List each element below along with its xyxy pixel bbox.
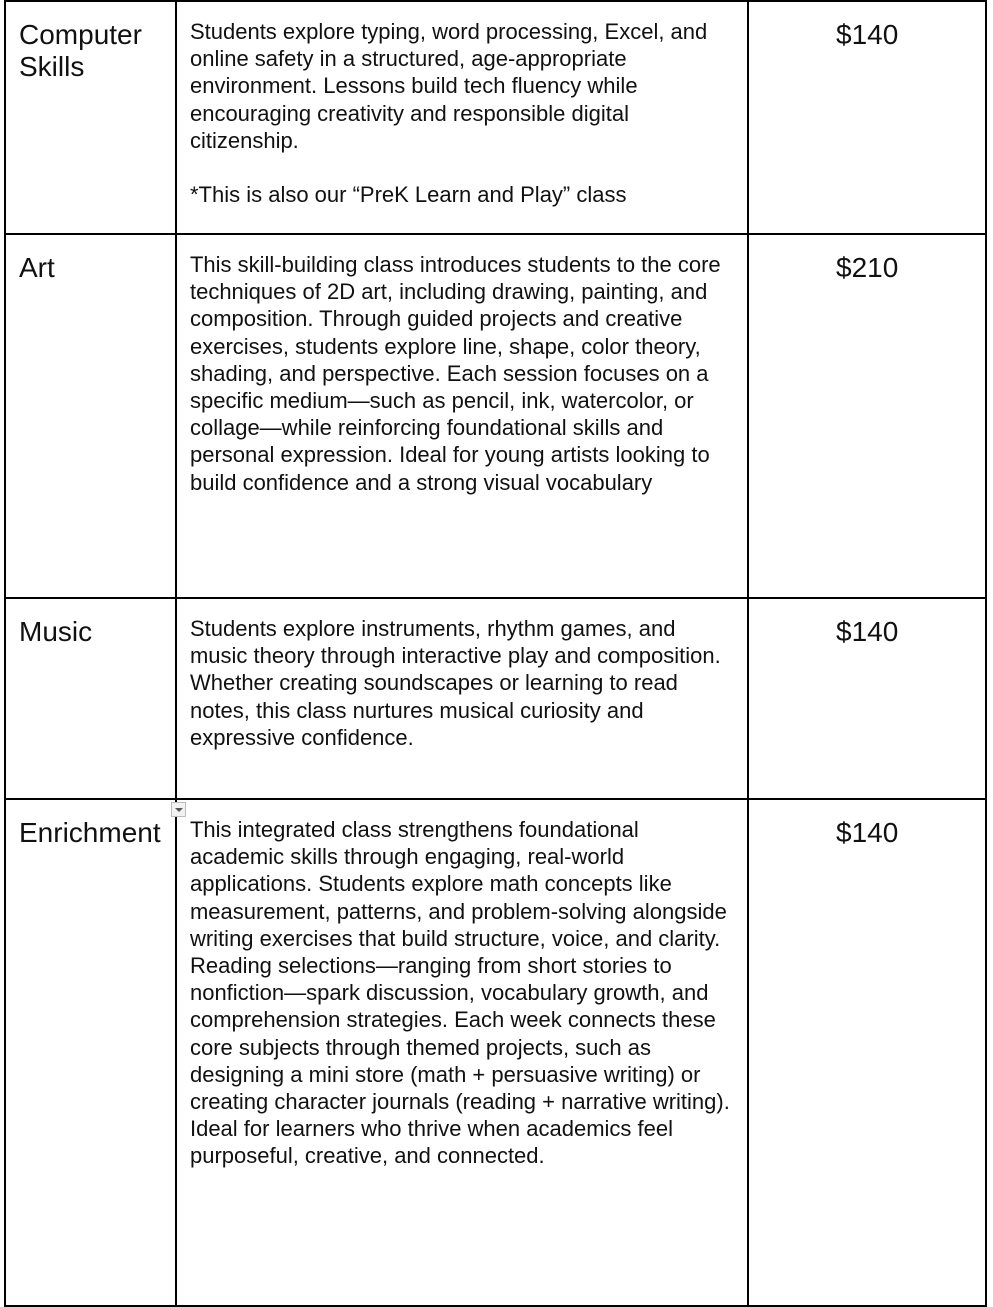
class-description-cell[interactable] [176, 598, 748, 799]
class-name-cell[interactable] [5, 1, 176, 234]
table-row [5, 1, 986, 234]
table-row [5, 799, 986, 1306]
dropdown-arrow [175, 808, 183, 812]
class-name: Art [19, 252, 55, 283]
class-price: $140 [836, 616, 899, 647]
class-description: This integrated class strengthens foundational academic skills through engaging, real-world applications. Students explore math concepts like measurement, patterns, and problem-solving alongside writing exercises that build structure, voice, and clarity. Reading selections—ranging from short stories to nonfiction—spark discussion, vocabulary growth, and comprehension strategies. Each week connects these core subjects through themed projects, such as designing a mini store (math + persuasive writing) or creating character journals (reading + narrative writing). Ideal for learners who thrive when academics feel purposeful, creative, and connected. [189, 817, 730, 1169]
class-price-cell[interactable] [748, 234, 986, 598]
class-pricing-table [4, 0, 987, 1307]
chevron-down-icon[interactable] [171, 802, 186, 817]
class-price-cell[interactable] [748, 799, 986, 1306]
class-name-cell[interactable] [5, 234, 176, 598]
class-price: $140 [836, 817, 899, 848]
class-price: $140 [836, 19, 899, 50]
table-row [5, 598, 986, 799]
class-description: Students explore typing, word processing, Excel, and online safety in a structured, age-appropriate environment. Lessons build tech fluency while encouraging creativity and responsible digital citizenship. [189, 19, 708, 153]
class-description-cell[interactable] [176, 799, 748, 1306]
table-row [5, 234, 986, 598]
class-price: $210 [836, 252, 899, 283]
class-note: *This is also our “PreK Learn and Play” class [189, 182, 627, 208]
class-price-cell[interactable] [748, 598, 986, 799]
class-name: Enrichment [19, 817, 161, 848]
class-name-cell[interactable] [5, 799, 176, 1306]
class-name: Music [19, 616, 93, 647]
class-description-cell[interactable] [176, 1, 748, 234]
class-description: This skill-building class introduces students to the core techniques of 2D art, including drawing, painting, and composition. Through guided projects and creative exercises, students explore line, shape, color theory, shading, and perspective. Each session focuses on a specific medium—such as pencil, ink, watercolor, or collage—while reinforcing foundational skills and personal expression. Ideal for young artists looking to build confidence and a strong visual vocabulary [189, 252, 721, 495]
class-name-cell[interactable] [5, 598, 176, 799]
class-description-cell[interactable] [176, 234, 748, 598]
class-name: Computer Skills [19, 19, 142, 82]
class-description: Students explore instruments, rhythm games, and music theory through interactive play and composition. Whether creating soundscapes or learning to read notes, this class nurtures musical curiosity and expressive confidence. [189, 616, 721, 750]
class-price-cell[interactable] [748, 1, 986, 234]
